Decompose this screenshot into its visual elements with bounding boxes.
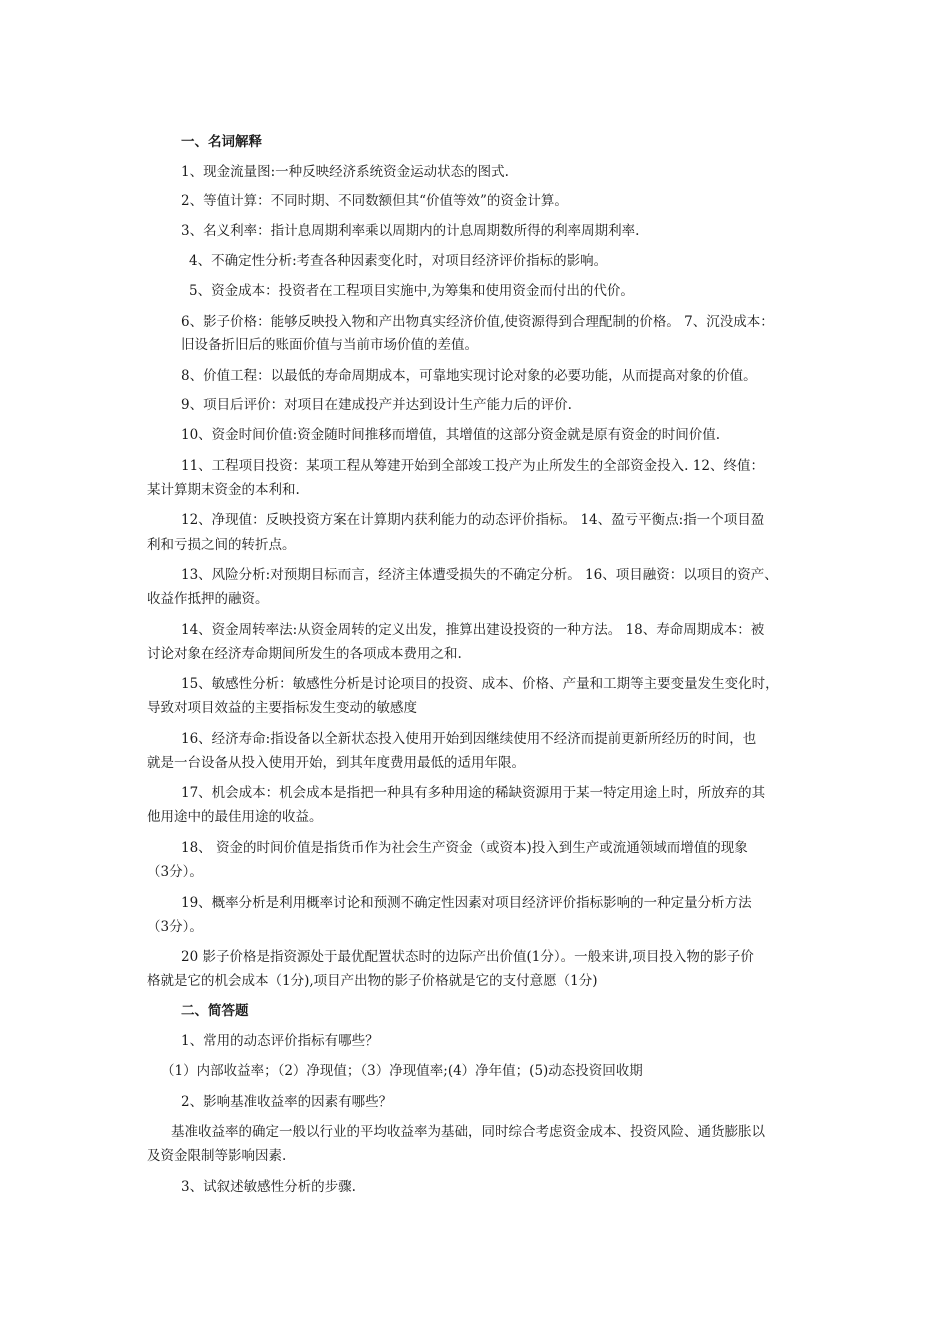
- question-line: 2、影响基准收益率的因素有哪些？: [181, 1094, 393, 1110]
- definition-line: 5、资金成本：投资者在工程项目实施中,为筹集和使用资金而付出的代价。: [189, 283, 634, 299]
- definition-line: 17、机会成本：机会成本是指把一种具有多种用途的稀缺资源用于某一特定用途上时，所放弃的其: [181, 785, 766, 801]
- definition-line: 9、项目后评价：对项目在建成投产并达到设计生产能力后的评价.: [181, 397, 572, 413]
- definition-line: 3、名义利率：指计息周期利率乘以周期内的计息周期数所得的利率周期利率.: [181, 223, 640, 239]
- definition-line: 格就是它的机会成本（1分),项目产出物的影子价格就是它的支付意愿（1分): [147, 973, 598, 989]
- definition-line: 16、经济寿命:指设备以全新状态投入使用开始到因继续使用不经济而提前更新所经历的时间，也: [181, 731, 757, 747]
- definition-line: 1、现金流量图:一种反映经济系统资金运动状态的图式.: [181, 164, 509, 180]
- definition-line: 13、风险分析:对预期目标而言，经济主体遭受损失的不确定分析。 16、项目融资：以项目的资产、: [181, 567, 778, 583]
- definition-line: 某计算期末资金的本利和.: [147, 482, 300, 498]
- answer-line: 基准收益率的确定一般以行业的平均收益率为基础，同时综合考虑资金成本、投资风险、通货膨胀以: [171, 1124, 765, 1140]
- answer-line: （1）内部收益率；（2）净现值；（3）净现值率;(4）净年值；(5)动态投资回收期: [161, 1063, 643, 1079]
- definition-line: 14、资金周转率法:从资金周转的定义出发，推算出建设投资的一种方法。 18、寿命周期成本：被: [181, 622, 765, 638]
- definition-line: 6、影子价格：能够反映投入物和产出物真实经济价值,使资源得到合理配制的价格。 7、沉没成本：: [181, 314, 774, 330]
- definition-line: 导致对项目效益的主要指标发生变动的敏感度: [147, 700, 417, 716]
- definition-line: （3分）。: [147, 919, 203, 935]
- definition-line: 12、净现值：反映投资方案在计算期内获利能力的动态评价指标。 14、盈亏平衡点:指一个项目盈: [181, 512, 765, 528]
- definition-line: （3分）。: [147, 864, 203, 880]
- section-heading-short-answer: 二、简答题: [181, 1003, 249, 1019]
- section-heading-definitions: 一、名词解释: [181, 134, 262, 150]
- definition-line: 旧设备折旧后的账面价值与当前市场价值的差值。: [181, 337, 478, 353]
- definition-line: 8、价值工程：以最低的寿命周期成本，可靠地实现讨论对象的必要功能，从而提高对象的价值。: [181, 368, 757, 384]
- definition-line: 收益作抵押的融资。: [147, 591, 269, 607]
- definition-line: 10、资金时间价值:资金随时间推移而增值，其增值的这部分资金就是原有资金的时间价值.: [181, 427, 721, 443]
- definition-line: 他用途中的最佳用途的收益。: [147, 809, 323, 825]
- definition-line: 18、 资金的时间价值是指货币作为社会生产资金（或资本)投入到生产或流通领域而增值的现象: [181, 840, 748, 856]
- definition-line: 利和亏损之间的转折点。: [147, 537, 296, 553]
- definition-line: 讨论对象在经济寿命期间所发生的各项成本费用之和.: [147, 646, 462, 662]
- definition-line: 4、不确定性分析:考查各种因素变化时，对项目经济评价指标的影响。: [189, 253, 608, 269]
- answer-line: 及资金限制等影响因素.: [147, 1148, 287, 1164]
- definition-line: 20 影子价格是指资源处于最优配置状态时的边际产出价值(1分）。一般来讲,项目投入物的影子价: [181, 949, 754, 965]
- question-line: 1、常用的动态评价指标有哪些？: [181, 1033, 379, 1049]
- definition-line: 15、敏感性分析：敏感性分析是讨论项目的投资、成本、价格、产量和工期等主要变量发生变化时，: [181, 676, 779, 692]
- definition-line: 就是一台设备从投入使用开始，到其年度费用最低的适用年限。: [147, 755, 525, 771]
- definition-line: 2、等值计算：不同时期、不同数额但其“价值等效”的资金计算。: [181, 193, 568, 209]
- definition-line: 19、概率分析是利用概率讨论和预测不确定性因素对项目经济评价指标影响的一种定量分析方法: [181, 895, 752, 911]
- question-line: 3、试叙述敏感性分析的步骤.: [181, 1179, 356, 1195]
- definition-line: 11、工程项目投资：某项工程从筹建开始到全部竣工投产为止所发生的全部资金投入. 12、终值：: [181, 458, 764, 474]
